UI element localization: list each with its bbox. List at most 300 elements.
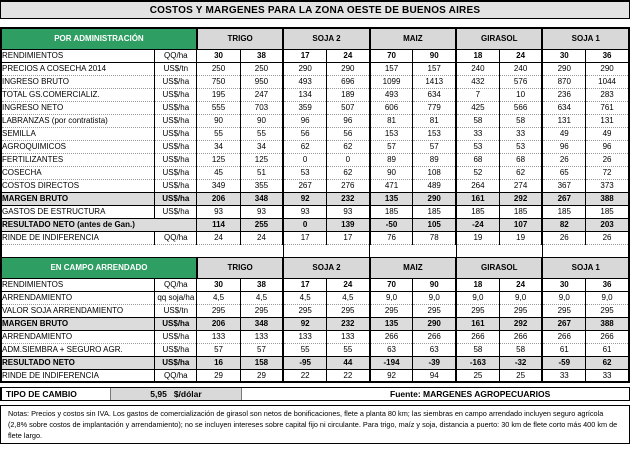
- value-cell: 131: [542, 114, 585, 127]
- value-cell: 18: [456, 49, 499, 62]
- value-cell: 30: [197, 278, 240, 291]
- value-cell: 55: [197, 127, 240, 140]
- value-cell: 72: [586, 166, 629, 179]
- value-cell: 26: [542, 231, 585, 244]
- row-label: COSTOS DIRECTOS: [1, 179, 155, 192]
- value-cell: 295: [283, 304, 326, 317]
- table-row: [1, 317, 629, 330]
- row-label: TOTAL GS.COMERCIALIZ.: [1, 88, 155, 101]
- exchange-rate-value-cell: [110, 388, 242, 400]
- value-cell: 62: [326, 166, 369, 179]
- row-unit: QQ/ha: [155, 49, 197, 62]
- report-title: COSTOS Y MARGENES PARA LA ZONA OESTE DE BUENOS AIRES: [0, 0, 630, 19]
- value-cell: 89: [413, 153, 456, 166]
- row-unit: US$/ha: [155, 114, 197, 127]
- source-label: Fuente: MARGENES AGROPECUARIOS: [390, 389, 551, 399]
- value-cell: 30: [542, 49, 585, 62]
- row-unit: QQ/ha: [155, 278, 197, 291]
- value-cell: -59: [542, 356, 585, 369]
- value-cell: 290: [413, 192, 456, 205]
- row-label: RINDE DE INDIFERENCIA: [1, 231, 155, 244]
- value-cell: 18: [456, 278, 499, 291]
- value-cell: 93: [240, 205, 283, 218]
- crop-header: MAIZ: [370, 28, 456, 49]
- value-cell: 185: [586, 205, 629, 218]
- row-label: VALOR SOJA ARRENDAMIENTO: [1, 304, 155, 317]
- value-cell: 9,0: [456, 291, 499, 304]
- value-cell: 94: [413, 369, 456, 382]
- value-cell: 266: [456, 330, 499, 343]
- value-cell: 81: [413, 114, 456, 127]
- value-cell: 266: [413, 330, 456, 343]
- value-cell: 264: [456, 179, 499, 192]
- row-unit: QQ/ha: [155, 231, 197, 244]
- value-cell: 355: [240, 179, 283, 192]
- row-unit: US$/ha: [155, 356, 197, 369]
- value-cell: 76: [370, 231, 413, 244]
- row-label: AGROQUIMICOS: [1, 140, 155, 153]
- row-unit: US$/ha: [155, 166, 197, 179]
- value-cell: 9,0: [413, 291, 456, 304]
- value-cell: 33: [542, 369, 585, 382]
- row-label: MARGEN BRUTO: [1, 317, 155, 330]
- value-cell: 61: [542, 343, 585, 356]
- value-cell: 92: [370, 369, 413, 382]
- value-cell: 56: [326, 127, 369, 140]
- value-cell: 58: [456, 114, 499, 127]
- value-cell: 82: [542, 218, 585, 231]
- crop-header: MAIZ: [370, 257, 456, 278]
- row-label: RESULTADO NETO (antes de Gan.): [1, 218, 197, 231]
- value-cell: 53: [456, 140, 499, 153]
- value-cell: -24: [456, 218, 499, 231]
- table-row: [1, 330, 629, 343]
- value-cell: 96: [326, 114, 369, 127]
- crop-header: SOJA 1: [542, 257, 629, 278]
- value-cell: 58: [456, 343, 499, 356]
- row-label: RENDIMIENTOS: [1, 49, 155, 62]
- value-cell: 44: [326, 356, 369, 369]
- row-label: COSECHA: [1, 166, 155, 179]
- value-cell: 9,0: [586, 291, 629, 304]
- value-cell: 62: [586, 356, 629, 369]
- value-cell: 24: [326, 49, 369, 62]
- costs-margins-table: [0, 27, 630, 383]
- value-cell: 471: [370, 179, 413, 192]
- row-unit: US$/ha: [155, 127, 197, 140]
- value-cell: 29: [197, 369, 240, 382]
- value-cell: 493: [283, 75, 326, 88]
- value-cell: 17: [326, 231, 369, 244]
- value-cell: 33: [456, 127, 499, 140]
- value-cell: -50: [370, 218, 413, 231]
- value-cell: 236: [542, 88, 585, 101]
- value-cell: 267: [283, 179, 326, 192]
- value-cell: 16: [197, 356, 240, 369]
- value-cell: 290: [542, 62, 585, 75]
- value-cell: 90: [413, 278, 456, 291]
- value-cell: 29: [240, 369, 283, 382]
- value-cell: 65: [542, 166, 585, 179]
- value-cell: 290: [326, 62, 369, 75]
- row-unit: qq soja/ha: [155, 291, 197, 304]
- value-cell: 53: [283, 166, 326, 179]
- notes-text: Notas: Precios y costos sin IVA. Los gastos de comercialización de girasol son netos de bonificaciones, flete a planta 80 km; las siembras en campo arrendado incluyen seguro agrícola (2,8% sobre costos de implantación y arrendamiento); no se incluyen intereses sobre capital fijo ni circulante. Para trigo, maíz y soja, distancia a puerto: 30 km de flete corto más 400 km de flete largo.: [0, 405, 630, 444]
- value-cell: 232: [326, 192, 369, 205]
- value-cell: 267: [542, 317, 585, 330]
- value-cell: 266: [586, 330, 629, 343]
- value-cell: 38: [240, 49, 283, 62]
- exchange-rate-value: 5,95: [150, 389, 167, 399]
- value-cell: 206: [197, 192, 240, 205]
- value-cell: 25: [456, 369, 499, 382]
- value-cell: 78: [413, 231, 456, 244]
- value-cell: 9,0: [542, 291, 585, 304]
- value-cell: 157: [413, 62, 456, 75]
- value-cell: 189: [326, 88, 369, 101]
- value-cell: 266: [499, 330, 542, 343]
- value-cell: 290: [283, 62, 326, 75]
- value-cell: 266: [370, 330, 413, 343]
- value-cell: 17: [283, 49, 326, 62]
- value-cell: 367: [542, 179, 585, 192]
- value-cell: 750: [197, 75, 240, 88]
- value-cell: 153: [370, 127, 413, 140]
- value-cell: 70: [370, 278, 413, 291]
- crop-header: SOJA 1: [542, 28, 629, 49]
- row-label: PRECIOS A COSECHA 2014: [1, 62, 155, 75]
- value-cell: 57: [413, 140, 456, 153]
- value-cell: 240: [456, 62, 499, 75]
- value-cell: 206: [197, 317, 240, 330]
- crop-header: TRIGO: [197, 257, 283, 278]
- table-row: [1, 291, 629, 304]
- row-label: SEMILLA: [1, 127, 155, 140]
- value-cell: 68: [456, 153, 499, 166]
- value-cell: 61: [586, 343, 629, 356]
- value-cell: 22: [326, 369, 369, 382]
- value-cell: 950: [240, 75, 283, 88]
- value-cell: 63: [370, 343, 413, 356]
- table-row: [1, 88, 629, 101]
- row-unit: US$/ha: [155, 179, 197, 192]
- value-cell: 195: [197, 88, 240, 101]
- crop-header: SOJA 2: [283, 257, 369, 278]
- table-row: [1, 192, 629, 205]
- value-cell: 81: [370, 114, 413, 127]
- value-cell: 555: [197, 101, 240, 114]
- value-cell: 161: [456, 317, 499, 330]
- table-row: [1, 49, 629, 62]
- value-cell: 96: [542, 140, 585, 153]
- table-row: [1, 304, 629, 317]
- value-cell: 125: [197, 153, 240, 166]
- value-cell: 761: [586, 101, 629, 114]
- value-cell: 157: [370, 62, 413, 75]
- value-cell: 696: [326, 75, 369, 88]
- value-cell: 63: [413, 343, 456, 356]
- value-cell: 55: [240, 127, 283, 140]
- value-cell: 36: [586, 49, 629, 62]
- row-unit: US$/ha: [155, 140, 197, 153]
- value-cell: 56: [283, 127, 326, 140]
- value-cell: 185: [413, 205, 456, 218]
- value-cell: -194: [370, 356, 413, 369]
- row-unit: US$/tn: [155, 62, 197, 75]
- value-cell: 57: [197, 343, 240, 356]
- table-row: [1, 101, 629, 114]
- value-cell: 107: [499, 218, 542, 231]
- row-label: INGRESO BRUTO: [1, 75, 155, 88]
- value-cell: 36: [586, 278, 629, 291]
- value-cell: 96: [586, 140, 629, 153]
- spacer: [0, 19, 630, 27]
- value-cell: 26: [586, 153, 629, 166]
- value-cell: 185: [370, 205, 413, 218]
- table-row: [1, 231, 629, 244]
- value-cell: 58: [499, 343, 542, 356]
- value-cell: 34: [240, 140, 283, 153]
- table-row: [1, 179, 629, 192]
- value-cell: 1099: [370, 75, 413, 88]
- value-cell: 185: [542, 205, 585, 218]
- value-cell: 55: [326, 343, 369, 356]
- value-cell: 38: [240, 278, 283, 291]
- value-cell: 19: [499, 231, 542, 244]
- value-cell: 185: [499, 205, 542, 218]
- value-cell: 634: [542, 101, 585, 114]
- row-unit: US$/ha: [155, 153, 197, 166]
- value-cell: 134: [283, 88, 326, 101]
- value-cell: -39: [413, 356, 456, 369]
- value-cell: 779: [413, 101, 456, 114]
- row-unit: US$/ha: [155, 75, 197, 88]
- value-cell: 0: [326, 153, 369, 166]
- value-cell: 1413: [413, 75, 456, 88]
- value-cell: -163: [456, 356, 499, 369]
- value-cell: 135: [370, 192, 413, 205]
- row-unit: US$/ha: [155, 330, 197, 343]
- table-row: [1, 369, 629, 382]
- crop-header: TRIGO: [197, 28, 283, 49]
- value-cell: 96: [283, 114, 326, 127]
- value-cell: 606: [370, 101, 413, 114]
- value-cell: 24: [326, 278, 369, 291]
- value-cell: 388: [586, 192, 629, 205]
- value-cell: 24: [197, 231, 240, 244]
- row-unit: US$/tn: [155, 304, 197, 317]
- row-label: MARGEN BRUTO: [1, 192, 155, 205]
- value-cell: 267: [542, 192, 585, 205]
- value-cell: 295: [197, 304, 240, 317]
- value-cell: 45: [197, 166, 240, 179]
- value-cell: 58: [499, 114, 542, 127]
- value-cell: 25: [499, 369, 542, 382]
- value-cell: 161: [456, 192, 499, 205]
- value-cell: 108: [413, 166, 456, 179]
- row-label: ARRENDAMIENTO: [1, 291, 155, 304]
- table-row: [1, 218, 629, 231]
- table-row: [1, 127, 629, 140]
- value-cell: 566: [499, 101, 542, 114]
- value-cell: 90: [370, 166, 413, 179]
- value-cell: 295: [499, 304, 542, 317]
- value-cell: 49: [542, 127, 585, 140]
- row-unit: QQ/ha: [155, 369, 197, 382]
- row-label: ARRENDAMIENTO: [1, 330, 155, 343]
- table-row: [1, 166, 629, 179]
- value-cell: 131: [586, 114, 629, 127]
- value-cell: 153: [413, 127, 456, 140]
- row-label: INGRESO NETO: [1, 101, 155, 114]
- table-row: [1, 62, 629, 75]
- value-cell: 62: [283, 140, 326, 153]
- value-cell: 24: [499, 278, 542, 291]
- crop-header: GIRASOL: [456, 257, 542, 278]
- value-cell: 33: [499, 127, 542, 140]
- value-cell: 89: [370, 153, 413, 166]
- value-cell: 51: [240, 166, 283, 179]
- value-cell: 57: [240, 343, 283, 356]
- value-cell: 359: [283, 101, 326, 114]
- row-unit: US$/ha: [155, 205, 197, 218]
- value-cell: 70: [370, 49, 413, 62]
- section-header-row: [1, 257, 629, 278]
- value-cell: 425: [456, 101, 499, 114]
- value-cell: 133: [326, 330, 369, 343]
- exchange-rate-unit: $/dólar: [173, 389, 202, 399]
- table-row: [1, 75, 629, 88]
- section-header-row: [1, 28, 629, 49]
- value-cell: 1044: [586, 75, 629, 88]
- value-cell: 93: [326, 205, 369, 218]
- value-cell: 92: [283, 192, 326, 205]
- value-cell: 489: [413, 179, 456, 192]
- value-cell: 10: [499, 88, 542, 101]
- value-cell: 30: [542, 278, 585, 291]
- value-cell: 68: [499, 153, 542, 166]
- value-cell: 0: [283, 153, 326, 166]
- row-label: FERTILIZANTES: [1, 153, 155, 166]
- crop-header: GIRASOL: [456, 28, 542, 49]
- table-row: [1, 153, 629, 166]
- value-cell: 33: [586, 369, 629, 382]
- value-cell: 90: [240, 114, 283, 127]
- value-cell: 250: [197, 62, 240, 75]
- value-cell: 276: [326, 179, 369, 192]
- value-cell: 17: [283, 231, 326, 244]
- row-label: RINDE DE INDIFERENCIA: [1, 369, 155, 382]
- value-cell: 139: [326, 218, 369, 231]
- value-cell: 93: [197, 205, 240, 218]
- value-cell: 274: [499, 179, 542, 192]
- value-cell: 290: [586, 62, 629, 75]
- value-cell: 135: [370, 317, 413, 330]
- value-cell: 0: [283, 218, 326, 231]
- value-cell: 247: [240, 88, 283, 101]
- table-row: [1, 356, 629, 369]
- value-cell: 292: [499, 317, 542, 330]
- table-row: [1, 140, 629, 153]
- value-cell: 290: [413, 317, 456, 330]
- value-cell: 92: [283, 317, 326, 330]
- value-cell: 114: [197, 218, 240, 231]
- value-cell: 4,5: [240, 291, 283, 304]
- value-cell: 9,0: [499, 291, 542, 304]
- value-cell: 203: [586, 218, 629, 231]
- value-cell: 53: [499, 140, 542, 153]
- value-cell: 388: [586, 317, 629, 330]
- value-cell: 870: [542, 75, 585, 88]
- value-cell: 255: [240, 218, 283, 231]
- row-label: RENDIMIENTOS: [1, 278, 155, 291]
- value-cell: 49: [586, 127, 629, 140]
- value-cell: 17: [283, 278, 326, 291]
- value-cell: 4,5: [283, 291, 326, 304]
- value-cell: 295: [542, 304, 585, 317]
- table-row: [1, 114, 629, 127]
- value-cell: 9,0: [370, 291, 413, 304]
- row-label: LABRANZAS (por contratista): [1, 114, 155, 127]
- value-cell: 30: [197, 49, 240, 62]
- value-cell: 62: [499, 166, 542, 179]
- value-cell: 125: [240, 153, 283, 166]
- value-cell: 26: [542, 153, 585, 166]
- exchange-rate-bar: [0, 387, 630, 401]
- section-title: EN CAMPO ARRENDADO: [1, 257, 197, 278]
- value-cell: 185: [456, 205, 499, 218]
- section-title: POR ADMINISTRACIÓN: [1, 28, 197, 49]
- value-cell: 348: [240, 192, 283, 205]
- value-cell: 295: [456, 304, 499, 317]
- value-cell: 432: [456, 75, 499, 88]
- table-row: [1, 205, 629, 218]
- value-cell: 295: [586, 304, 629, 317]
- row-label: ADM.SIEMBRA + SEGURO AGR.: [1, 343, 155, 356]
- value-cell: 55: [283, 343, 326, 356]
- value-cell: 52: [456, 166, 499, 179]
- section-gap-row: [1, 244, 629, 257]
- value-cell: 349: [197, 179, 240, 192]
- row-unit: US$/ha: [155, 101, 197, 114]
- row-unit: US$/ha: [155, 88, 197, 101]
- value-cell: 24: [499, 49, 542, 62]
- value-cell: 133: [240, 330, 283, 343]
- value-cell: 348: [240, 317, 283, 330]
- value-cell: 133: [283, 330, 326, 343]
- value-cell: 22: [283, 369, 326, 382]
- value-cell: 232: [326, 317, 369, 330]
- value-cell: 62: [326, 140, 369, 153]
- row-unit: US$/ha: [155, 192, 197, 205]
- value-cell: 295: [370, 304, 413, 317]
- value-cell: 493: [370, 88, 413, 101]
- value-cell: 24: [240, 231, 283, 244]
- value-cell: 266: [542, 330, 585, 343]
- value-cell: 295: [326, 304, 369, 317]
- table-row: [1, 278, 629, 291]
- value-cell: 634: [413, 88, 456, 101]
- value-cell: 283: [586, 88, 629, 101]
- value-cell: 90: [197, 114, 240, 127]
- value-cell: 240: [499, 62, 542, 75]
- value-cell: 250: [240, 62, 283, 75]
- row-label: RESULTADO NETO: [1, 356, 155, 369]
- value-cell: 507: [326, 101, 369, 114]
- table-row: [1, 343, 629, 356]
- exchange-rate-label: TIPO DE CAMBIO: [6, 389, 77, 399]
- value-cell: 26: [586, 231, 629, 244]
